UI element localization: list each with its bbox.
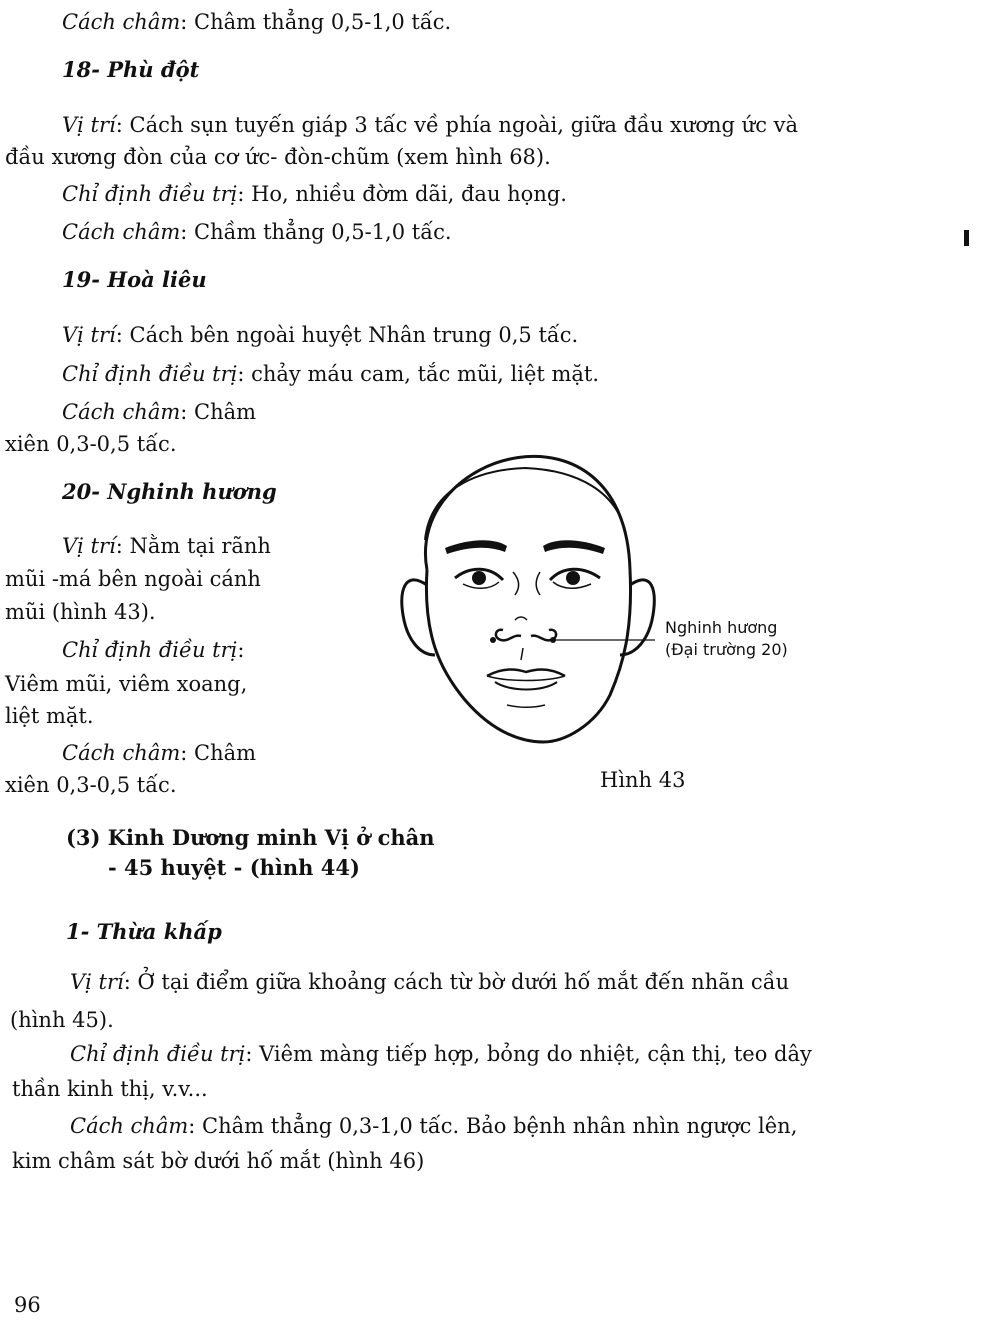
text-line	[62, 741, 256, 765]
term-label: Chỉ định điều trị	[62, 182, 238, 206]
term-label: Cách châm	[62, 741, 181, 765]
line-text: : Châm thẳng 0,3-1,0 tấc. Bảo bệnh nhân nhìn ngược lên,	[188, 1114, 798, 1138]
text-line: xiên 0,3-0,5 tấc.	[5, 773, 177, 797]
text-line	[70, 1114, 797, 1138]
left-pupil	[472, 571, 486, 585]
right-eyebrow	[543, 540, 605, 554]
line-text: : Ho, nhiều đờm dãi, đau họng.	[237, 182, 567, 206]
text-line: thần kinh thị, v.v...	[12, 1077, 208, 1101]
term-label: Chỉ định điều trị	[62, 638, 238, 662]
text-line	[62, 638, 244, 662]
figure-face-diagram	[395, 420, 815, 792]
face-outline	[426, 570, 630, 742]
page-number: 96	[14, 1293, 41, 1317]
line-text: : Cách bên ngoài huyệt Nhân trung 0,5 tấc.	[115, 323, 579, 347]
text-line: Viêm mũi, viêm xoang,	[5, 672, 248, 696]
term-label: Chỉ định điều trị	[62, 362, 238, 386]
term-label: Vị trí	[62, 534, 116, 558]
left-ear	[402, 580, 435, 655]
section-heading: 1- Thừa khấp	[66, 919, 222, 944]
right-pupil	[566, 571, 580, 585]
nose-left-wing	[496, 630, 521, 641]
text-line: mũi (hình 43).	[5, 600, 156, 624]
text-line	[62, 534, 271, 558]
figure-label-code: (Đại trường 20)	[665, 640, 788, 659]
text-line	[62, 400, 256, 424]
term-label: Vị trí	[70, 970, 124, 994]
line-text: : Châm thẳng 0,5-1,0 tấc.	[180, 10, 452, 34]
text-line	[62, 113, 798, 137]
section-heading: 20- Nghinh hương	[62, 479, 277, 504]
line-text: : Viêm màng tiếp hợp, bỏng do nhiệt, cận thị, teo dây	[245, 1042, 812, 1066]
lower-lip	[495, 682, 557, 690]
term-label: Vị trí	[62, 113, 116, 137]
chapter-section-title: (3) Kinh Dương minh Vị ở chân	[66, 825, 435, 850]
term-label: Cách châm	[62, 10, 181, 34]
nose-tip	[515, 617, 527, 620]
text-line	[62, 182, 567, 206]
text-line: (hình 45).	[10, 1008, 114, 1032]
nose-bridge-left	[513, 572, 519, 595]
term-label: Chỉ định điều trị	[70, 1042, 246, 1066]
text-line	[62, 220, 452, 244]
chapter-section-subtitle: - 45 huyệt - (hình 44)	[108, 855, 360, 880]
line-text: :	[237, 638, 245, 662]
text-line: liệt mặt.	[5, 704, 94, 728]
section-heading: 19- Hoà liêu	[62, 267, 207, 292]
term-label: Vị trí	[62, 323, 116, 347]
acupoint-left	[490, 637, 496, 643]
text-line: đầu xương đòn của cơ ức- đòn-chũm (xem hình 68).	[5, 145, 551, 169]
term-label: Cách châm	[70, 1114, 189, 1138]
upper-lip	[487, 670, 565, 677]
line-text: : Nằm tại rãnh	[115, 534, 271, 558]
lip-line	[487, 676, 565, 681]
line-text: : chảy máu cam, tắc mũi, liệt mặt.	[237, 362, 600, 386]
text-line	[70, 970, 789, 994]
text-line	[62, 323, 578, 347]
line-text: : Châm	[180, 400, 257, 424]
nose-bridge-right	[536, 572, 540, 595]
text-line: xiên 0,3-0,5 tấc.	[5, 432, 177, 456]
term-label: Cách châm	[62, 220, 181, 244]
line-text: : Châm	[180, 741, 257, 765]
text-line	[62, 10, 451, 34]
margin-mark	[964, 230, 969, 246]
head-top-outline	[425, 456, 630, 570]
face-illustration	[395, 420, 815, 760]
figure-label-name: Nghinh hương	[665, 618, 778, 637]
chin-line	[507, 705, 545, 707]
line-text: : Chầm thẳng 0,5-1,0 tấc.	[180, 220, 452, 244]
philtrum	[521, 648, 523, 660]
text-line: mũi -má bên ngoài cánh	[5, 567, 261, 591]
text-line: kim châm sát bờ dưới hố mắt (hình 46)	[12, 1149, 425, 1173]
term-label: Cách châm	[62, 400, 181, 424]
line-text: : Cách sụn tuyến giáp 3 tấc về phía ngoài, giữa đầu xương ức và	[115, 113, 799, 137]
figure-caption: Hình 43	[600, 768, 686, 792]
line-text: : Ở tại điểm giữa khoảng cách từ bờ dưới hố mắt đến nhãn cầu	[123, 970, 790, 994]
section-heading: 18- Phù đột	[62, 57, 200, 82]
left-eyebrow	[445, 540, 507, 554]
text-line	[70, 1042, 812, 1066]
text-line	[62, 362, 599, 386]
